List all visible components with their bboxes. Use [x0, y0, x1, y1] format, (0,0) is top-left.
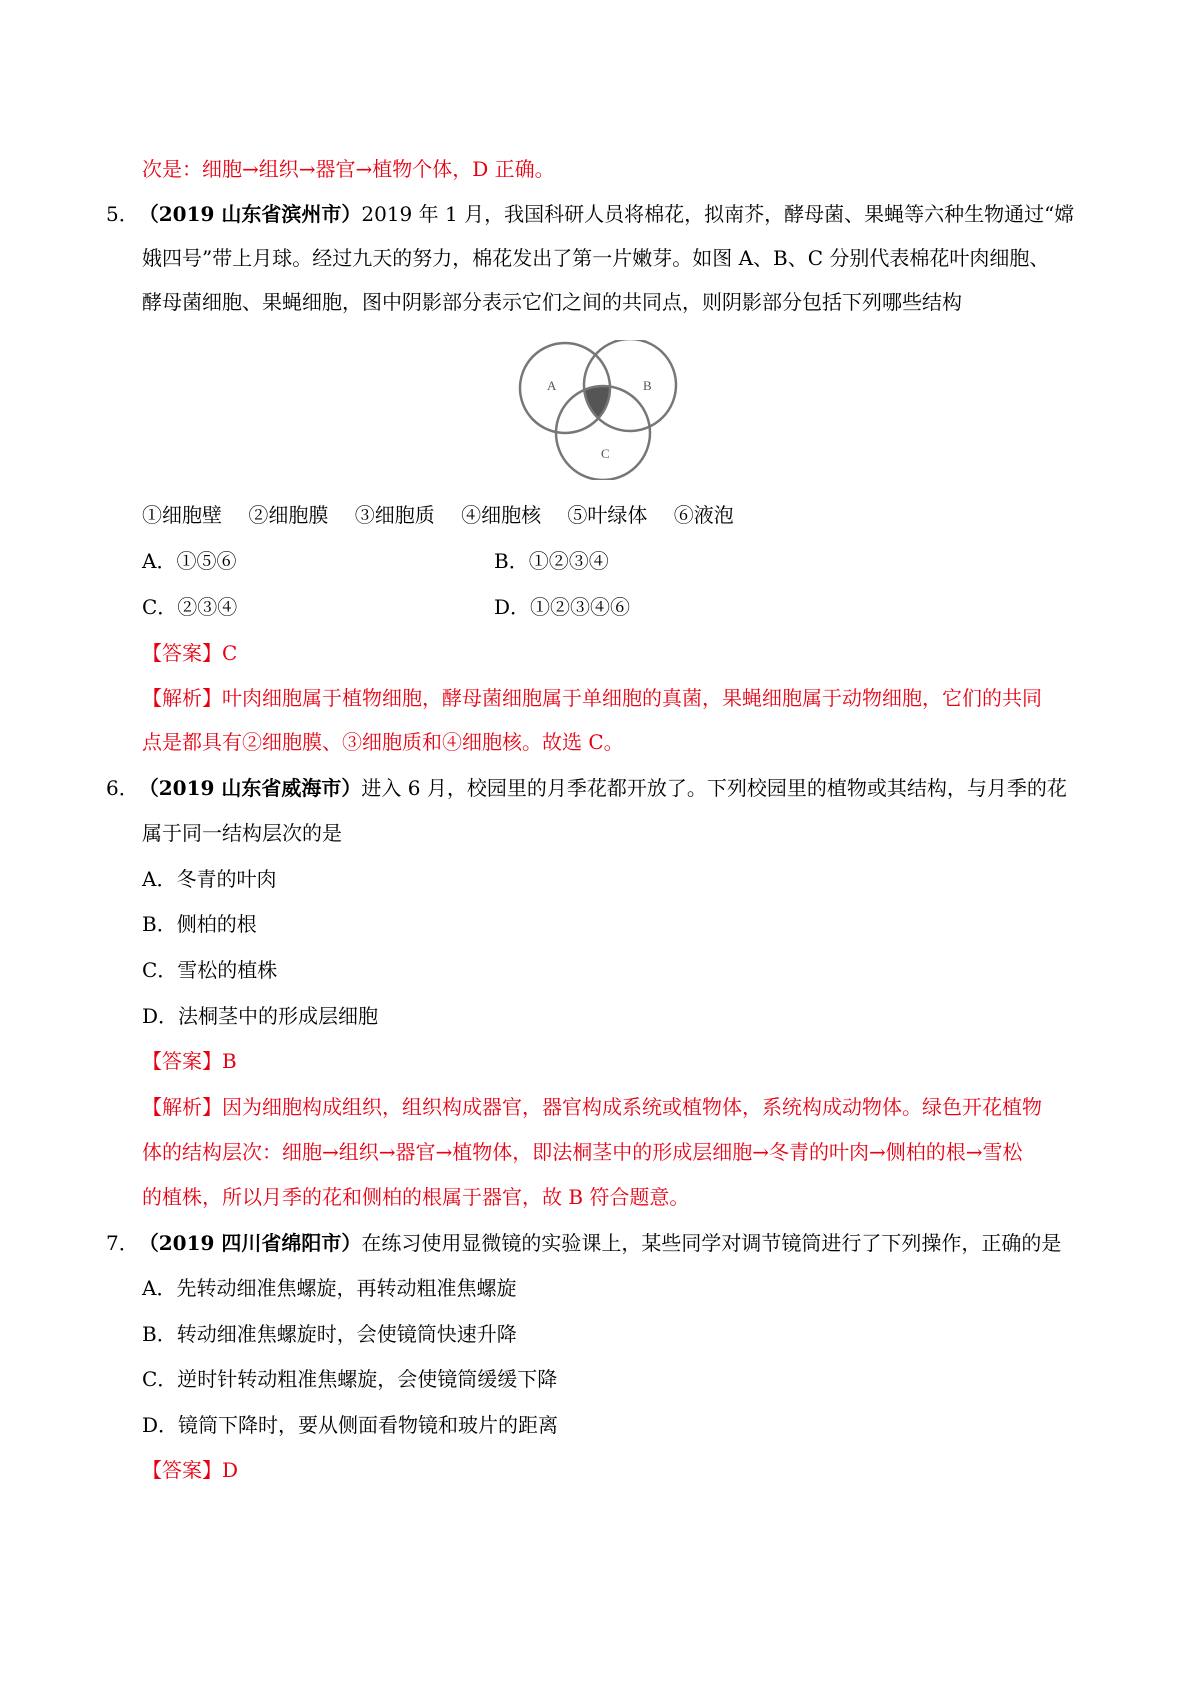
continued-analysis-line: 次是：细胞→组织→器官→植物个体，D 正确。: [142, 157, 555, 181]
analysis-label: 【解析】: [142, 686, 222, 710]
option-c: C．逆时针转动粗准焦螺旋，会使镜筒缓缓下降: [142, 1367, 558, 1391]
question-source: （2019 四川省绵阳市）: [138, 1231, 362, 1255]
venn-label-a: A: [547, 378, 557, 393]
answer-label: 【答案】: [142, 1049, 222, 1073]
question-5-analysis-line2: 点是都具有②细胞膜、③细胞质和④细胞核。故选 C。: [142, 730, 624, 754]
question-number: 5．: [106, 202, 139, 226]
question-6-stem-line1: [106, 773, 1067, 803]
option-d: D．法桐茎中的形成层细胞: [142, 1004, 379, 1028]
venn-diagram: [515, 340, 695, 480]
answer-value: B: [222, 1049, 237, 1073]
analysis-text: 因为细胞构成组织，组织构成器官，器官构成系统或植物体，系统构成动物体。绿色开花植物: [222, 1095, 1042, 1119]
answer-value: D: [222, 1458, 239, 1482]
answer-label: 【答案】: [142, 1458, 222, 1482]
answer-label: 【答案】: [142, 641, 222, 665]
question-6-analysis-line1: [142, 1092, 1042, 1122]
question-text: 2019 年 1 月，我国科研人员将棉花，拟南芥，酵母菌、果蝇等六种生物通过“嫦: [361, 202, 1075, 226]
option-a: A．①⑤⑥: [142, 549, 237, 573]
venn-label-c: C: [601, 446, 610, 461]
question-5-analysis-line1: [142, 683, 1042, 713]
question-source: （2019 山东省滨州市）: [138, 202, 362, 226]
question-5-stem-line3: 酵母菌细胞、果蝇细胞，图中阴影部分表示它们之间的共同点，则阴影部分包括下列哪些结构: [142, 290, 962, 314]
question-5-stem-line1: [106, 199, 1074, 229]
option-c: C．雪松的植株: [142, 958, 278, 982]
option-d: D．①②③④⑥: [494, 595, 631, 619]
answer-value: C: [222, 641, 238, 665]
question-number: 7．: [106, 1231, 139, 1255]
question-6-analysis-line3: 的植株，所以月季的花和侧柏的根属于器官，故 B 符合题意。: [142, 1185, 690, 1209]
analysis-label: 【解析】: [142, 1095, 222, 1119]
question-source: （2019 山东省威海市）: [138, 776, 362, 800]
question-5-answer: [142, 638, 237, 668]
question-6-stem-line2: 属于同一结构层次的是: [142, 821, 342, 845]
question-text: 在练习使用显微镜的实验课上，某些同学对调节镜筒进行了下列操作，正确的是: [361, 1231, 1062, 1255]
option-d: D．镜筒下降时，要从侧面看物镜和玻片的距离: [142, 1413, 559, 1437]
option-a: A．冬青的叶肉: [142, 867, 277, 891]
question-6-answer: [142, 1046, 237, 1076]
option-b: B．①②③④: [494, 549, 609, 573]
option-c: C．②③④: [142, 595, 238, 619]
question-text: 进入 6 月，校园里的月季花都开放了。下列校园里的植物或其结构，与月季的花: [361, 776, 1067, 800]
venn-label-b: B: [643, 378, 652, 393]
question-5-stem-line2: 娥四号”带上月球。经过九天的努力，棉花发出了第一片嫩芽。如图 A、B、C 分别代表棉花叶肉细胞、: [142, 246, 1050, 270]
question-7-answer: [142, 1455, 238, 1485]
option-b: B．侧柏的根: [142, 912, 257, 936]
option-a: A．先转动细准焦螺旋，再转动粗准焦螺旋: [142, 1276, 517, 1300]
analysis-text: 叶肉细胞属于植物细胞，酵母菌细胞属于单细胞的真菌，果蝇细胞属于动物细胞，它们的共同: [222, 686, 1042, 710]
option-b: B．转动细准焦螺旋时，会使镜筒快速升降: [142, 1322, 517, 1346]
question-5-structure-list: ①细胞壁 ②细胞膜 ③细胞质 ④细胞核 ⑤叶绿体 ⑥液泡: [142, 503, 734, 527]
question-number: 6．: [106, 776, 139, 800]
question-6-analysis-line2: 体的结构层次：细胞→组织→器官→植物体，即法桐茎中的形成层细胞→冬青的叶肉→侧柏的根→雪松: [142, 1140, 1023, 1164]
question-7-stem-line1: [106, 1228, 1061, 1258]
